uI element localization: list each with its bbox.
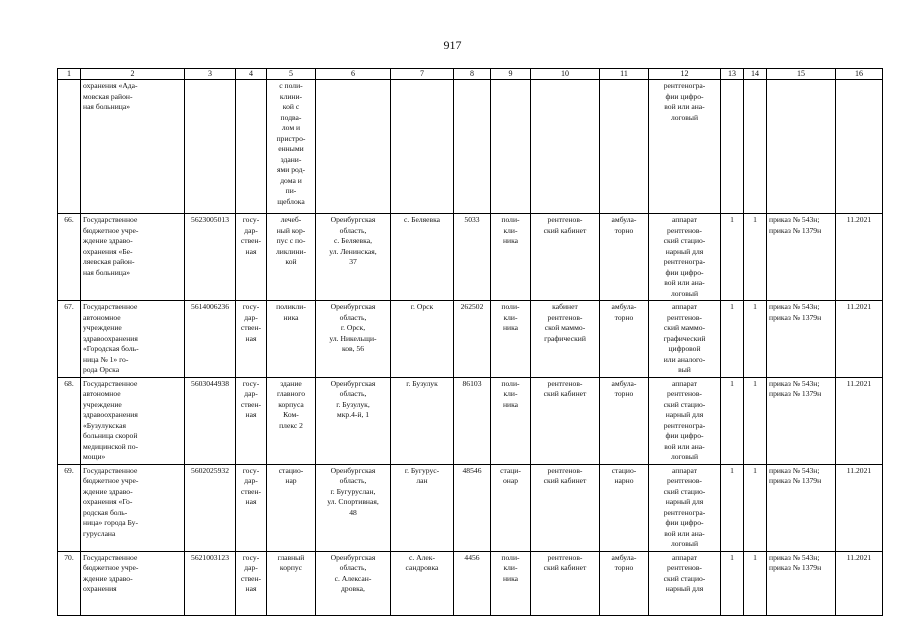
population-cell: 86103 (454, 377, 491, 464)
page-number: 917 (443, 38, 462, 52)
population-cell: 5033 (454, 214, 491, 301)
date-cell: 11.2021 (836, 214, 883, 301)
quantity-cell: 1 (721, 301, 744, 378)
column-number: 1 (58, 69, 81, 80)
column-number: 7 (391, 69, 454, 80)
inn-cell (185, 80, 236, 214)
orders-cell: приказ № 543н; приказ № 1379н (767, 377, 836, 464)
row-number-cell (58, 80, 81, 214)
column-number: 12 (649, 69, 721, 80)
care-mode-cell: амбула- торно (600, 214, 649, 301)
building-cell: стацио- нар (267, 464, 316, 551)
quantity-cell (744, 80, 767, 214)
equipment-cell: аппарат рентгенов- ский стацио- нарный для рентгеногра- фии цифро- вой или ана- логовый (649, 377, 721, 464)
table-row (58, 377, 883, 464)
unit-type-cell: поли- кли- ника (491, 301, 531, 378)
equipment-cell: аппарат рентгенов- ский стацио- нарный для рентгеногра- фии цифро- вой или ана- логовый (649, 464, 721, 551)
row-number-cell: 66. (58, 214, 81, 301)
inn-cell: 5602025932 (185, 464, 236, 551)
equipment-cell: аппарат рентгенов- ский стацио- нарный для (649, 551, 721, 615)
settlement-cell: с. Беляевка (391, 214, 454, 301)
population-cell: 4456 (454, 551, 491, 615)
address-cell: Оренбургская область, с. Беляевка, ул. Ленинская, 37 (316, 214, 391, 301)
quantity-cell: 1 (744, 551, 767, 615)
row-number-cell: 67. (58, 301, 81, 378)
unit-type-cell: поли- кли- ника (491, 377, 531, 464)
building-cell: с поли- клини- кой с подва- лом и пристро- енными здани- ями род- дома и пи- щеблока (267, 80, 316, 214)
room-cell: рентгенов- ский кабинет (531, 464, 600, 551)
equipment-cell: аппарат рентгенов- ский маммо- графический цифровой или аналого- вый (649, 301, 721, 378)
care-mode-cell: стацио- нарно (600, 464, 649, 551)
quantity-cell: 1 (744, 214, 767, 301)
institution-name-cell: Государственное бюджетное учре- ждение здраво- охранения «Бе- ляевская район- ная больница» (81, 214, 185, 301)
table-row (58, 464, 883, 551)
orders-cell: приказ № 543н; приказ № 1379н (767, 464, 836, 551)
settlement-cell: г. Бугурус- лан (391, 464, 454, 551)
building-cell: главный корпус (267, 551, 316, 615)
room-cell: рентгенов- ский кабинет (531, 551, 600, 615)
unit-type-cell: поли- кли- ника (491, 551, 531, 615)
table-row (58, 214, 883, 301)
orders-cell: приказ № 543н; приказ № 1379н (767, 214, 836, 301)
column-number: 15 (767, 69, 836, 80)
quantity-cell: 1 (721, 214, 744, 301)
care-mode-cell: амбула- торно (600, 551, 649, 615)
population-cell: 262502 (454, 301, 491, 378)
orders-cell: приказ № 543н; приказ № 1379н (767, 301, 836, 378)
settlement-cell (391, 80, 454, 214)
inn-cell: 5603044938 (185, 377, 236, 464)
room-cell: кабинет рентгенов- ской маммо- графический (531, 301, 600, 378)
population-cell: 48546 (454, 464, 491, 551)
address-cell: Оренбургская область, г. Орск, ул. Никельщи- ков, 56 (316, 301, 391, 378)
equipment-cell: аппарат рентгенов- ский стацио- нарный для рентгеногра- фии цифро- вой или ана- логовый (649, 214, 721, 301)
quantity-cell: 1 (721, 464, 744, 551)
quantity-cell: 1 (721, 377, 744, 464)
ownership-cell: госу- дар- ствен- ная (236, 551, 267, 615)
address-cell: Оренбургская область, г. Бузулук, мкр.4-й, 1 (316, 377, 391, 464)
column-number: 5 (267, 69, 316, 80)
date-cell: 11.2021 (836, 551, 883, 615)
institution-name-cell: охранения «Ада- мовская район- ная больница» (81, 80, 185, 214)
building-cell: лечеб- ный кор- пус с по- ликлини- кой (267, 214, 316, 301)
care-mode-cell (600, 80, 649, 214)
address-cell (316, 80, 391, 214)
column-number: 10 (531, 69, 600, 80)
table-row (58, 80, 883, 214)
settlement-cell: с. Алек- сандровка (391, 551, 454, 615)
inn-cell: 5614006236 (185, 301, 236, 378)
quantity-cell: 1 (744, 464, 767, 551)
address-cell: Оренбургская область, г. Бугуруслан, ул. Спортивная, 48 (316, 464, 391, 551)
quantity-cell (721, 80, 744, 214)
room-cell: рентгенов- ский кабинет (531, 377, 600, 464)
population-cell (454, 80, 491, 214)
row-number-cell: 69. (58, 464, 81, 551)
quantity-cell: 1 (744, 377, 767, 464)
table-row (58, 551, 883, 615)
ownership-cell: госу- дар- ствен- ная (236, 464, 267, 551)
care-mode-cell: амбула- торно (600, 377, 649, 464)
quantity-cell: 1 (721, 551, 744, 615)
registry-table (57, 68, 883, 616)
date-cell: 11.2021 (836, 377, 883, 464)
ownership-cell: госу- дар- ствен- ная (236, 301, 267, 378)
inn-cell: 5623005013 (185, 214, 236, 301)
row-number-cell: 68. (58, 377, 81, 464)
settlement-cell: г. Орск (391, 301, 454, 378)
ownership-cell: госу- дар- ствен- ная (236, 377, 267, 464)
column-number: 11 (600, 69, 649, 80)
column-number: 3 (185, 69, 236, 80)
unit-type-cell: стаци- онар (491, 464, 531, 551)
unit-type-cell: поли- кли- ника (491, 214, 531, 301)
column-number: 8 (454, 69, 491, 80)
building-cell: здание главного корпуса Ком- плекс 2 (267, 377, 316, 464)
institution-name-cell: Государственное автономное учреждение здравоохранения «Бузулукская больница скорой медицинской по- мощи» (81, 377, 185, 464)
table-row (58, 301, 883, 378)
column-number: 2 (81, 69, 185, 80)
institution-name-cell: Государственное бюджетное учре- ждение здраво- охранения «Го- родская боль- ница» города Бу- гуруслана (81, 464, 185, 551)
row-number-cell: 70. (58, 551, 81, 615)
unit-type-cell (491, 80, 531, 214)
building-cell: поликли- ника (267, 301, 316, 378)
date-cell (836, 80, 883, 214)
settlement-cell: г. Бузулук (391, 377, 454, 464)
care-mode-cell: амбула- торно (600, 301, 649, 378)
room-cell: рентгенов- ский кабинет (531, 214, 600, 301)
orders-cell (767, 80, 836, 214)
column-number: 13 (721, 69, 744, 80)
date-cell: 11.2021 (836, 301, 883, 378)
date-cell: 11.2021 (836, 464, 883, 551)
address-cell: Оренбургская область, с. Алексан- дровка, (316, 551, 391, 615)
room-cell (531, 80, 600, 214)
inn-cell: 5621003123 (185, 551, 236, 615)
orders-cell: приказ № 543н; приказ № 1379н (767, 551, 836, 615)
column-number: 6 (316, 69, 391, 80)
quantity-cell: 1 (744, 301, 767, 378)
institution-name-cell: Государственное автономное учреждение здравоохранения «Городская боль- ница № 1» го- рода Орска (81, 301, 185, 378)
institution-name-cell: Государственное бюджетное учре- ждение здраво- охранения (81, 551, 185, 615)
ownership-cell (236, 80, 267, 214)
column-number: 9 (491, 69, 531, 80)
column-number: 16 (836, 69, 883, 80)
column-number: 4 (236, 69, 267, 80)
ownership-cell: госу- дар- ствен- ная (236, 214, 267, 301)
column-number-row (58, 69, 883, 80)
column-number: 14 (744, 69, 767, 80)
equipment-cell: рентгеногра- фии цифро- вой или ана- логовый (649, 80, 721, 214)
